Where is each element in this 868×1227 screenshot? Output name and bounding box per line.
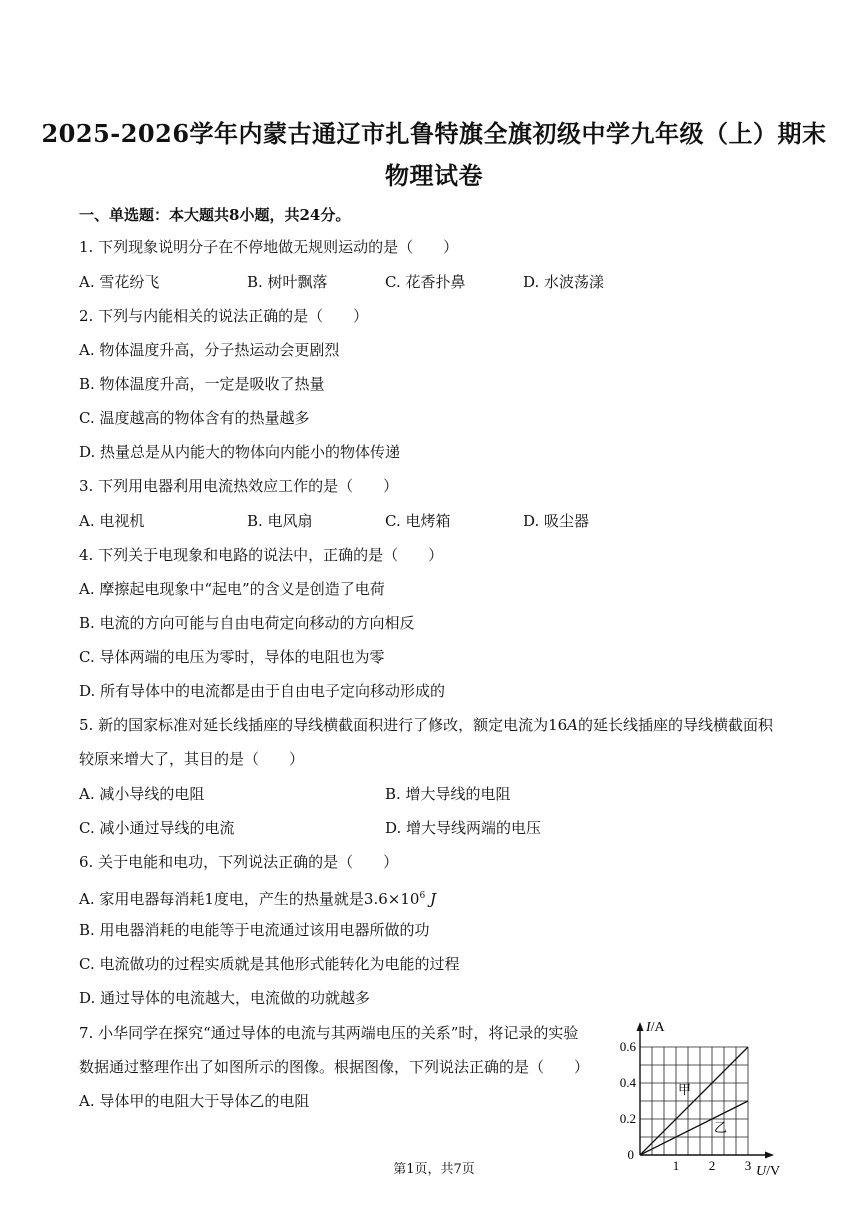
y-tick-0-2: 0.2 [619,1111,636,1126]
page-footer: 第1页，共7页 [393,1162,475,1177]
q2-option-a: A. 物体温度升高，分子热运动会更剧烈 [79,341,340,359]
q2-option-b: B. 物体温度升高，一定是吸收了热量 [79,375,325,393]
q6-option-a [79,886,436,909]
q5-option-c: C. 减小通过导线的电流 [79,819,235,837]
q3-option-b: B. 电风扇 [247,512,313,530]
question-3-stem: 3. 下列用电器利用电流热效应工作的是（ ） [79,477,399,495]
q4-option-c: C. 导体两端的电压为零时，导体的电阻也为零 [79,648,385,666]
line-yi-label: 乙 [714,1120,728,1135]
q4-option-b: B. 电流的方向可能与自由电荷定向移动的方向相反 [79,614,415,632]
q2-option-c: C. 温度越高的物体含有的热量越多 [79,409,310,427]
q6-option-c: C. 电流做功的过程实质就是其他形式能转化为电能的过程 [79,955,460,973]
question-5-stem-line1 [79,715,773,735]
q3-option-a: A. 电视机 [79,512,145,530]
q5-option-d: D. 增大导线两端的电压 [385,819,542,837]
exam-title-line1: 2025-2026学年内蒙古通辽市扎鲁特旗全旗初级中学九年级（上）期末 [41,119,827,148]
exam-title-line2: 物理试卷 [385,161,483,190]
section-heading-single-choice: 一、单选题：本大题共8小题，共24分。 [79,206,351,224]
x-axis-label: U/V [756,1164,781,1179]
q5-option-a: A. 减小导线的电阻 [79,785,205,803]
q1-option-d: D. 水波荡漾 [523,273,605,291]
current-voltage-graph [608,1018,793,1180]
line-yi [640,1101,748,1155]
origin-label: 0 [627,1147,634,1162]
q6-option-d: D. 通过导体的电流越大，电流做的功就越多 [79,989,371,1007]
y-tick-0-4: 0.4 [619,1075,636,1090]
q6-option-b: B. 用电器消耗的电能等于电流通过该用电器所做的功 [79,921,430,939]
q1-option-c: C. 花香扑鼻 [385,273,466,291]
question-6-stem: 6. 关于电能和电功，下列说法正确的是（ ） [79,853,399,871]
x-tick-1: 1 [672,1158,680,1173]
q5-stem-unit: A [567,716,579,734]
q3-option-d: D. 吸尘器 [523,512,590,530]
question-7-stem-line1: 7. 小华同学在探究“通过导体的电流与其两端电压的关系”时，将记录的实验 [79,1024,579,1042]
question-4-stem: 4. 下列关于电现象和电路的说法中，正确的是（ ） [79,546,444,564]
y-axis-arrow-icon [637,1022,644,1031]
q5-stem-text-a: 5. 新的国家标准对延长线插座的导线横截面积进行了修改，额定电流为16 [79,716,568,734]
q5-stem-text-b: 的延长线插座的导线横截面积 [578,716,774,734]
question-7-stem-line2: 数据通过整理作出了如图所示的图像。根据图像，下列说法正确的是（ ） [79,1058,590,1076]
q4-option-a: A. 摩擦起电现象中“起电”的含义是创造了电荷 [79,580,385,598]
question-5-stem-line2: 较原来增大了，其目的是（ ） [79,750,305,768]
line-jia-label: 甲 [678,1082,692,1097]
x-tick-3: 3 [744,1158,752,1173]
question-1-stem: 1. 下列现象说明分子在不停地做无规则运动的是（ ） [79,238,459,256]
x-tick-2: 2 [708,1158,716,1173]
question-2-stem: 2. 下列与内能相关的说法正确的是（ ） [79,307,369,325]
q7-option-a: A. 导体甲的电阻大于导体乙的电阻 [79,1092,310,1110]
q3-option-c: C. 电烤箱 [385,512,451,530]
q6-option-a-unit: J [429,890,436,908]
q1-option-b: B. 树叶飘落 [247,273,328,291]
q4-option-d: D. 所有导体中的电流都是由于自由电子定向移动形成的 [79,682,446,700]
q5-option-b: B. 增大导线的电阻 [385,785,511,803]
q6-option-a-exponent: 6 [419,891,426,901]
q2-option-d: D. 热量总是从内能大的物体向内能小的物体传递 [79,443,401,461]
q6-option-a-text: A. 家用电器每消耗1度电，产生的热量就是3.6×10 [79,890,420,908]
y-tick-0-6: 0.6 [619,1039,636,1054]
q1-option-a: A. 雪花纷飞 [79,273,160,291]
y-axis-label: I/A [646,1020,665,1035]
